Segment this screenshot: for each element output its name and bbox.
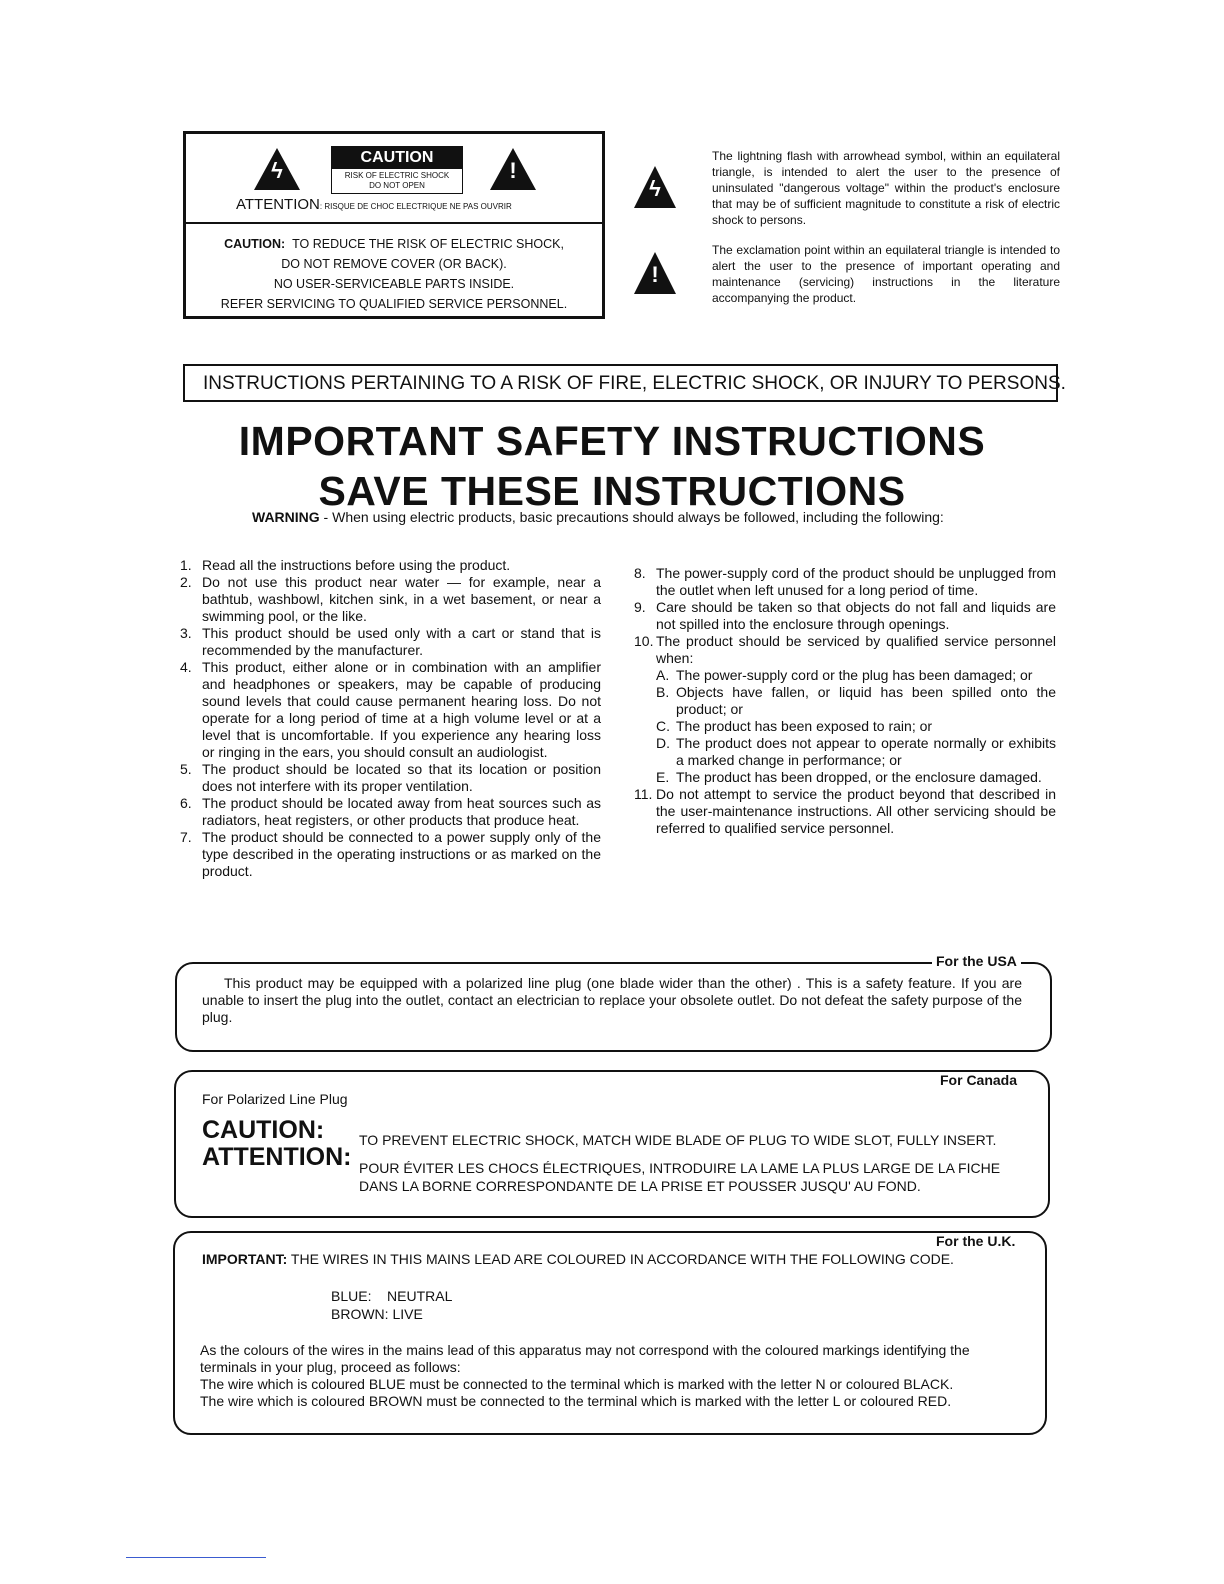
warning-text: - When using electric products, basic precautions should always be followed, including the following: [319,509,944,525]
item-text: The product should be located away from heat sources such as radiators, heat registers, or other products that produce heat. [202,795,601,828]
item-number: 9. [634,599,646,615]
list-item [180,557,601,574]
caution-line-4: REFER SERVICING TO QUALIFIED SERVICE PERSONNEL. [220,297,568,311]
sub-item-text: Objects have fallen, or liquid has been spilled onto the product; or [676,684,1056,717]
list-item [180,795,601,829]
item-text: This product, either alone or in combination with an amplifier and headphones or speakers, may be capable of producing sound levels that could cause permanent hearing loss. Do not operate for a long period of time at a high volume level or at a level that is uncomfortable. If you experience any hearing loss or ringing in the ears, you should consult an audiologist. [202,659,601,760]
sub-item-letter: E. [656,769,670,785]
canada-intro: For Polarized Line Plug [202,1091,348,1107]
uk-label: For the U.K. [932,1233,1019,1249]
caution-line-3: NO USER-SERVICEABLE PARTS INSIDE. [273,277,515,291]
list-item [180,829,601,880]
uk-blue-wire: BLUE: NEUTRAL [331,1288,453,1304]
list-item [180,625,601,659]
usa-label: For the USA [932,953,1021,969]
item-text: The product should be serviced by qualified service personnel when: [656,633,1056,666]
page-title: IMPORTANT SAFETY INSTRUCTIONS [238,418,986,464]
item-number: 5. [180,761,192,777]
attention-label: ATTENTION [236,196,320,213]
canada-attention-label: ATTENTION: [202,1143,352,1171]
list-item [634,786,1056,837]
warning-prefix: WARNING [252,509,320,525]
caution-line-2: DO NOT REMOVE COVER (OR BACK). [281,257,507,271]
canada-label: For Canada [936,1072,1021,1088]
uk-important-label: IMPORTANT: [202,1251,288,1267]
caution-label: CAUTION [332,147,462,169]
exclamation-explanation: The exclamation point within an equilateral triangle is intended to alert the user to the presence of important operating and maintenance (servicing) instructions in the literature accompanying the product. [712,243,1060,305]
sub-item-text: The power-supply cord or the plug has been damaged; or [676,667,1033,683]
attention-french: : RISQUE DE CHOC ELECTRIQUE NE PAS OUVRIR [319,202,512,211]
uk-important [202,1251,954,1268]
exclamation-warning-icon: ! [490,148,536,190]
caution-line-1-text: TO REDUCE THE RISK OF ELECTRIC SHOCK, [292,237,564,251]
risk-line-2: DO NOT OPEN [369,181,425,190]
item-text: The power-supply cord of the product should be unplugged from the outlet when left unused for a long period of time. [656,565,1056,598]
canada-attention-line-2: DANS LA BORNE CORRESPONDANTE DE LA PRISE ET POUSSER JUSQU' AU FOND. [359,1178,921,1194]
sub-item-text: The product has been exposed to rain; or [676,718,933,734]
uk-para-2: The wire which is coloured BLUE must be connected to the terminal which is marked with the letter N or coloured BLACK. [200,1376,954,1392]
item-text: Care should be taken so that objects do not fall and liquids are not spilled into the enclosure through openings. [656,599,1056,632]
item-text: Do not use this product near water — for example, near a bathtub, washbowl, kitchen sink, in a wet basement, or near a swimming pool, or the like. [202,574,601,624]
list-item [634,565,1056,599]
canada-caution-label: CAUTION: [202,1116,325,1144]
sub-item-letter: D. [656,735,670,751]
uk-para-1: As the colours of the wires in the mains lead of this apparatus may not correspond with the coloured markings identifying the terminals in your plug, proceed as follows: [200,1342,970,1375]
list-item [180,574,601,625]
item-number: 2. [180,574,192,590]
warning-line [252,509,944,525]
canada-caution-text: TO PREVENT ELECTRIC SHOCK, MATCH WIDE BLADE OF PLUG TO WIDE SLOT, FULLY INSERT. [359,1132,997,1148]
item-number: 7. [180,829,192,845]
usa-text: This product may be equipped with a polarized line plug (one blade wider than the other) . This is a safety feature. If you are unable to insert the plug into the outlet, contact an electrician to replace your obsolete outlet. Do not defeat the safety purpose of the plug. [202,975,1022,1025]
canada-attention-line-1: POUR ÉVITER LES CHOCS ÉLECTRIQUES, INTRODUIRE LA LAME LA PLUS LARGE DE LA FICHE [359,1160,1001,1176]
caution-risk-text [332,171,462,191]
risk-line-1: RISK OF ELECTRIC SHOCK [344,171,450,180]
sub-item-letter: B. [656,684,670,700]
uk-para-3: The wire which is coloured BROWN must be connected to the terminal which is marked with the letter L or coloured RED. [200,1393,952,1409]
left-instruction-list [180,557,601,880]
list-item [180,761,601,795]
uk-brown-wire: BROWN: LIVE [331,1306,423,1322]
item-text: The product should be located so that its location or position does not interfere with its proper ventilation. [202,761,601,794]
item-number: 10. [634,633,654,649]
caution-instructions [186,234,602,314]
item-text: Read all the instructions before using the product. [202,557,511,573]
item-number: 6. [180,795,192,811]
item-number: 1. [180,557,192,573]
attention-line [236,196,512,213]
caution-label-box [331,146,463,194]
list-item [634,599,1056,633]
lightning-explanation: The lightning flash with arrowhead symbol, within an equilateral triangle, is intended to alert the user to the presence of uninsulated "dangerous voltage" within the product's enclosure that may be of sufficient magnitude to constitute a risk of electric shock to persons. [712,149,1060,227]
list-item [180,659,601,761]
sub-list-item [634,684,1056,718]
item-number: 4. [180,659,192,675]
sub-item-text: The product does not appear to operate normally or exhibits a marked change in performance; or [676,735,1056,768]
item-number: 3. [180,625,192,641]
fire-shock-heading: INSTRUCTIONS PERTAINING TO A RISK OF FIRE, ELECTRIC SHOCK, OR INJURY TO PERSONS. [183,364,1058,402]
footer-rule [126,1557,266,1558]
item-text: Do not attempt to service the product beyond that described in the user-maintenance instructions. All other servicing should be referred to qualified service personnel. [656,786,1056,836]
item-number: 11. [634,786,653,802]
sub-list-item [634,718,1056,735]
right-instruction-list [634,565,1056,837]
sub-list-item [634,769,1056,786]
sub-item-letter: A. [656,667,670,683]
item-text: This product should be used only with a cart or stand that is recommended by the manufacturer. [202,625,601,658]
list-item [634,633,1056,667]
uk-important-text: THE WIRES IN THIS MAINS LEAD ARE COLOURED IN ACCORDANCE WITH THE FOLLOWING CODE. [287,1251,954,1267]
sub-list-item [634,667,1056,684]
caution-prefix: CAUTION: [224,237,286,251]
exclamation-symbol-icon: ! [634,252,676,294]
item-text: The product should be connected to a power supply only of the type described in the operating instructions or as marked on the product. [202,829,601,879]
caution-line-1 [186,234,602,254]
caution-header [186,134,602,224]
sub-list-item [634,735,1056,769]
lightning-warning-icon: ϟ [254,148,300,190]
sub-item-letter: C. [656,718,670,734]
caution-box [183,131,605,319]
item-number: 8. [634,565,646,581]
page-subtitle: SAVE THESE INSTRUCTIONS [318,468,906,514]
lightning-symbol-icon: ϟ [634,166,676,208]
sub-item-text: The product has been dropped, or the enclosure damaged. [676,769,1042,785]
